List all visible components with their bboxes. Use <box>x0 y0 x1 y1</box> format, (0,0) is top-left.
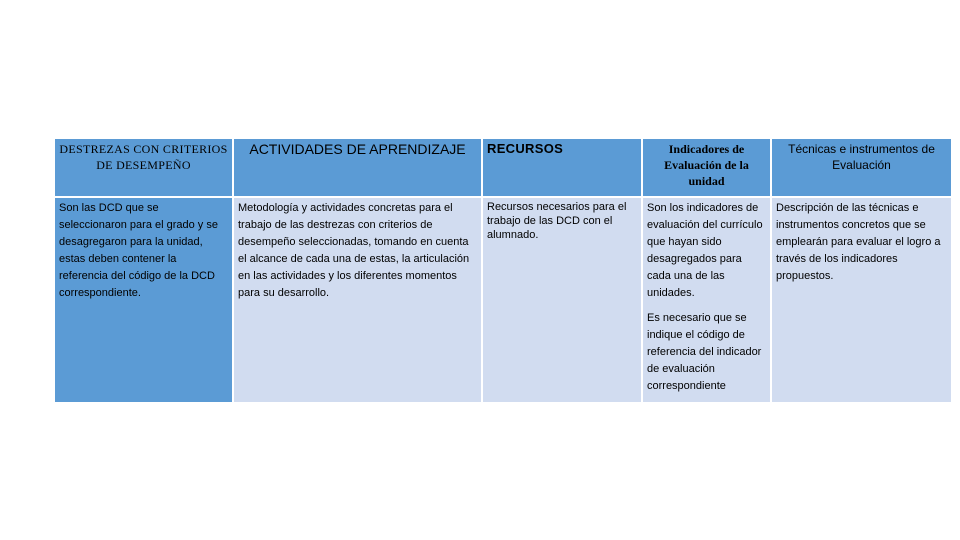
header-destrezas: DESTREZAS CON CRITERIOS DE DESEMPEÑO <box>54 138 233 197</box>
header-indicadores: Indicadores de Evaluación de la unidad <box>642 138 771 197</box>
cell-destrezas: Son las DCD que se seleccionaron para el grado y se desagregaron para la unidad, estas deben contener la referencia del código de la DCD correspondiente. <box>54 197 233 403</box>
cell-indicadores <box>642 197 771 403</box>
cell-actividades: Metodología y actividades concretas para el trabajo de las destrezas con criterios de desempeño seleccionadas, tomando en cuenta el alcance de cada una de estas, la articulación en las actividades y los diferentes momentos para su desarrollo. <box>233 197 482 403</box>
header-tecnicas: Técnicas e instrumentos de Evaluación <box>771 138 952 197</box>
cell-tecnicas: Descripción de las técnicas e instrumentos concretos que se emplearán para evaluar el logro a través de los indicadores propuestos. <box>771 197 952 403</box>
header-recursos: RECURSOS <box>482 138 642 197</box>
table-row <box>54 197 952 403</box>
indicadores-paragraph-1: Son los indicadores de evaluación del currículo que hayan sido desagregados para cada una de las unidades. <box>647 202 763 299</box>
planning-table <box>53 137 953 404</box>
cell-recursos: Recursos necesarios para el trabajo de las DCD con el alumnado. <box>482 197 642 403</box>
header-row <box>54 138 952 197</box>
header-actividades: ACTIVIDADES DE APRENDIZAJE <box>233 138 482 197</box>
indicadores-paragraph-2: Es necesario que se indique el código de referencia del indicador de evaluación correspondiente <box>647 312 762 392</box>
